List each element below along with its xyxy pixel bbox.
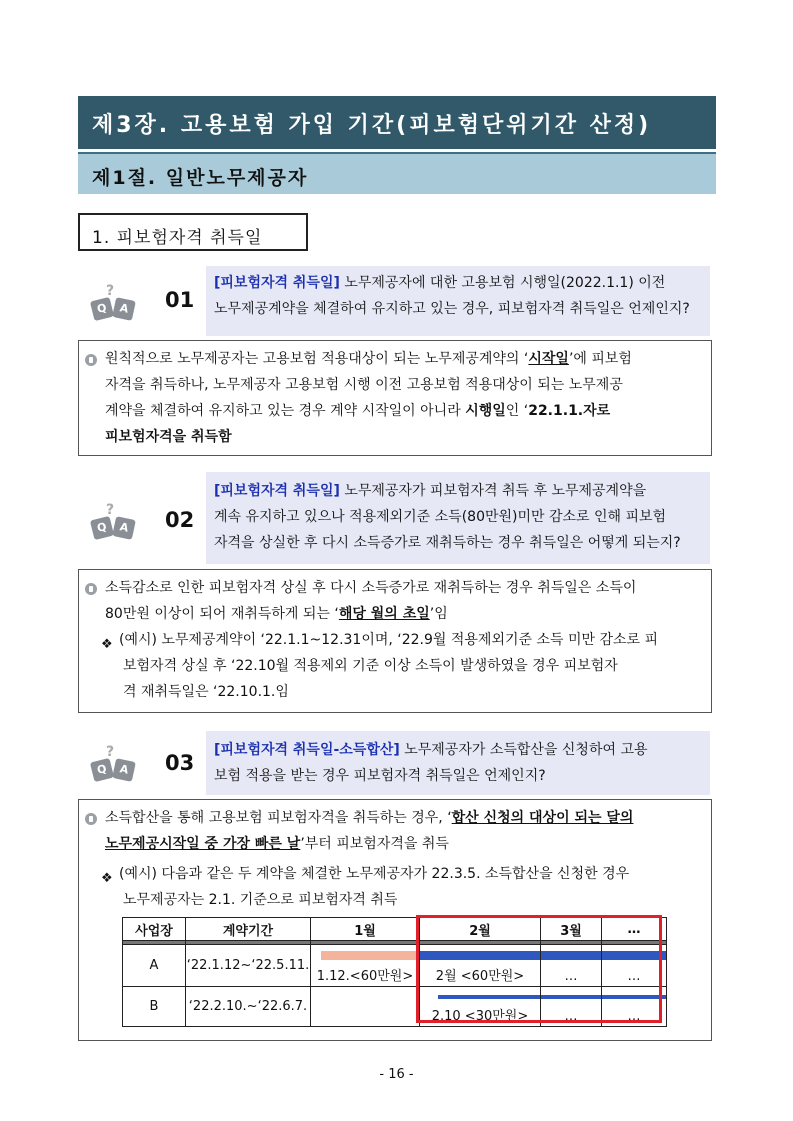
table-cell-text: … [627,1009,641,1024]
table-cell: A [123,945,186,987]
answer-emphasis: 시행일 [465,403,506,419]
answer-text: 인 ‘ [505,403,529,419]
question-text: 계속 유지하고 있으나 적용제외기준 소득(80만원)미만 감소로 인해 피보험 [214,509,667,525]
answer-box [78,569,712,713]
example-text: (예시) 노무제공계약이 ‘22.1.1~12.31이며, ‘22.9월 적용제외기준 소득 미만 감소로 피 [119,632,659,648]
table-cell-text: … [564,969,578,984]
question-number: 03 [165,751,195,775]
diamond-bullet-icon: ❖ [101,871,113,886]
table-header: 계약기간 [186,918,311,941]
answer-text: 자격을 취득하나, 노무제공자 고용보험 시행 이전 고용보험 적용대상이 되는 노무제공 [105,377,623,393]
table-header: 3월 [541,918,602,941]
answer-emphasis: 피보험자격을 취득함 [105,429,232,445]
answer-text: 소득감소로 인한 피보험자격 상실 후 다시 소득증가로 재취득하는 경우 취득일은 소득이 [105,580,637,596]
table-cell-text: 1.12.<60만원> [316,969,414,984]
answer-emphasis: 해당 월의 초일 [338,606,430,622]
question-tag: [피보험자격 취득일] [214,275,340,291]
question-text: 노무제공자가 피보험자격 취득 후 노무제공계약을 [344,483,647,499]
section-title: 제1절. 일반노무제공자 [78,152,716,194]
example-text: (예시) 다음과 같은 두 계약을 체결한 노무제공자가 22.3.5. 소득합산을 신청한 경우 [119,866,630,882]
subsection-title: 1. 피보험자격 취득일 [78,213,308,251]
answer-text: ’에 피보험 [568,351,632,367]
example-text: 보험자격 상실 후 ‘22.10월 적용제외 기준 이상 소득이 발생하였을 경우 피보험자 [123,658,618,674]
question-text: 노무제공계약을 체결하여 유지하고 있는 경우, 피보험자격 취득일은 언제인지? [214,301,690,317]
table-header: 사업장 [123,918,186,941]
answer-emphasis: 22.1.1.자로 [528,403,611,419]
question-text: 노무제공자가 소득합산을 신청하여 고용 [404,742,648,758]
answer-emphasis: 노무제공시작일 중 가장 빠른 날 [105,836,301,852]
answer-box [78,340,712,456]
table-header: 1월 [311,918,420,941]
question-text: 자격을 상실한 후 다시 소득증가로 재취득하는 경우 취득일은 어떻게 되는지? [214,535,681,551]
question-tag: [피보험자격 취득일] [214,483,340,499]
answer-text: ’부터 피보험자격을 취득 [300,836,449,852]
qa-icon: ? Q A [88,508,138,540]
table-cell-text: … [564,1009,578,1024]
table-cell-text: 2월 <60만원> [435,969,525,984]
table-cell-text: 2.10 <30만원> [431,1009,529,1024]
question-box [206,266,710,336]
answer-bullet-icon [85,354,97,366]
table-cell-text: … [627,969,641,984]
table-cell: ‘22.2.10.~‘22.6.7. [186,987,311,1027]
answer-emphasis: 시작일 [528,351,569,367]
example-text: 노무제공자는 2.1. 기준으로 피보험자격 취득 [123,892,398,908]
table-header: 2월 [420,918,541,941]
answer-bullet-icon [85,813,97,825]
answer-text: 계약을 체결하여 유지하고 있는 경우 계약 시작일이 아니라 [105,403,466,419]
contract-a-bar-jan [321,951,419,960]
answer-text: 80만원 이상이 되어 재취득하게 되는 ‘ [105,606,339,622]
table-cell: B [123,987,186,1027]
table-cell: ‘22.1.12~‘22.5.11. [186,945,311,987]
table-cell [311,945,420,987]
example-text: 격 재취득일은 ‘22.10.1.임 [123,684,289,700]
answer-emphasis: 합산 신청의 대상이 되는 달의 [451,810,634,826]
table-cell [311,987,420,1027]
qa-icon: ? Q A [88,289,138,321]
answer-text: 원칙적으로 노무제공자는 고용보험 적용대상이 되는 노무제공계약의 ‘ [105,351,529,367]
page-number: - 16 - [379,1067,414,1082]
answer-bullet-icon [85,583,97,595]
question-box [206,472,710,564]
table-header: … [602,918,667,941]
chapter-title: 제3장. 고용보험 가입 기간(피보험단위기간 산정) [78,96,716,149]
answer-text: 소득합산을 통해 고용보험 피보험자격을 취득하는 경우, ‘ [105,810,452,826]
question-number: 02 [165,508,195,532]
question-tag: [피보험자격 취득일-소득합산] [214,742,400,758]
question-text: 노무제공자에 대한 고용보험 시행일(2022.1.1) 이전 [344,275,666,291]
diamond-bullet-icon: ❖ [101,637,113,652]
question-text: 보험 적용을 받는 경우 피보험자격 취득일은 언제인지? [214,768,546,784]
answer-text: ’임 [429,606,448,622]
qa-icon: ? Q A [88,750,138,782]
highlight-box [416,915,662,1023]
question-number: 01 [165,288,195,312]
question-box [206,731,710,795]
